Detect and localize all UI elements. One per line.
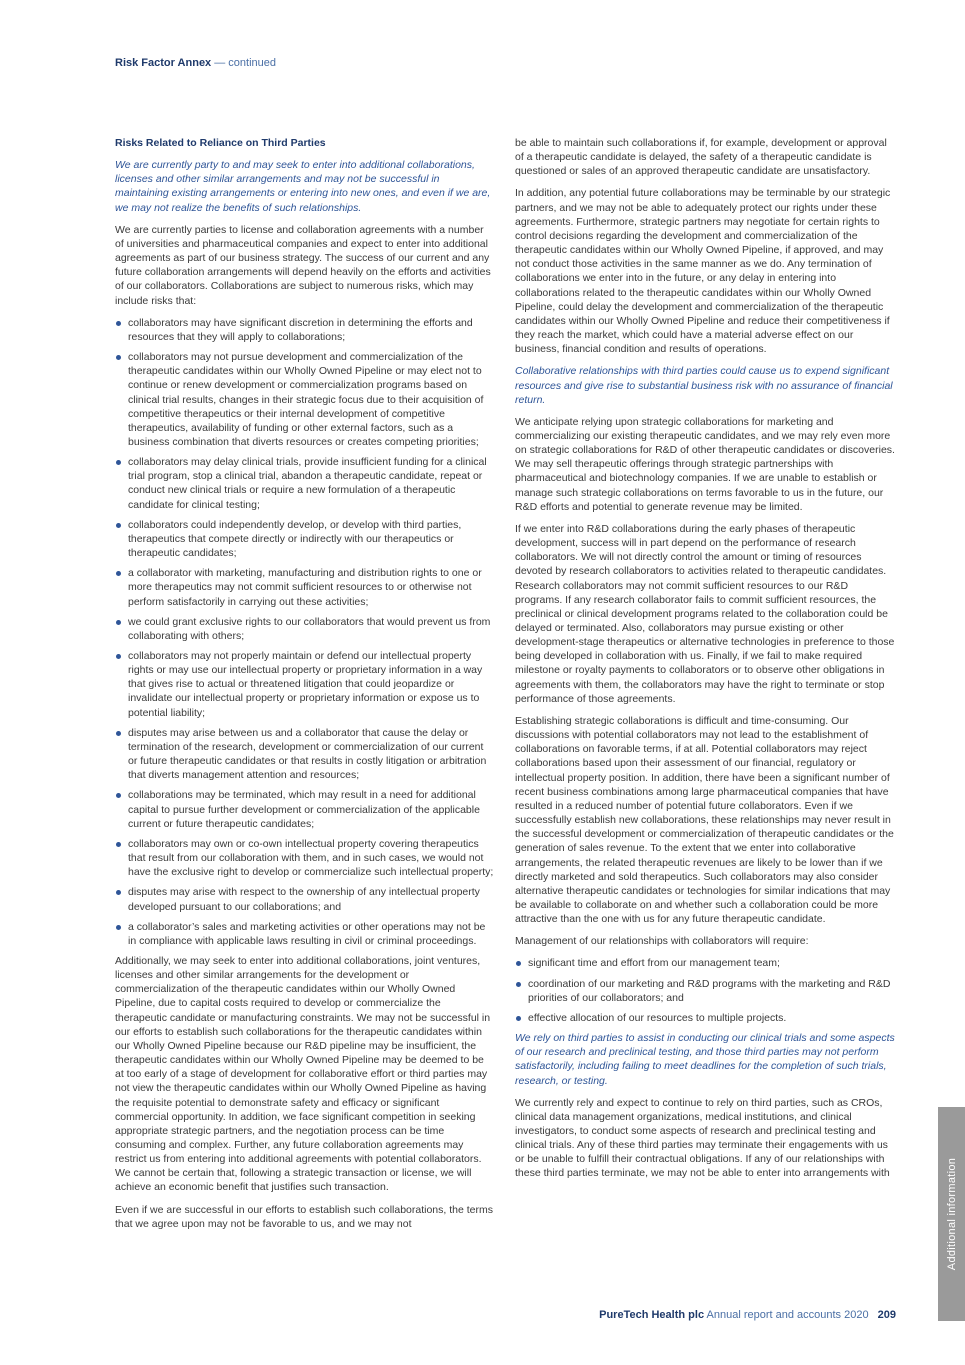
- list-item: a collaborator with marketing, manufacturing and distribution rights to one or more therapeutics may not commit sufficient resources to or otherwise not perform satisfactorily in carrying out these activities;: [115, 566, 495, 608]
- list-item: collaborators may not pursue development and commercialization of the therapeutic candidates within our Wholly Owned Pipeline or may elect not to continue or renew development or commercialization programs based on clinical trial results, changes in their strategic focus due to their acquisition of competitive therapeutics or their internal development of competitive therapeutics, availability of funding or other external factors, such as a business combination that diverts resources or creates competing priorities;: [115, 350, 495, 449]
- list-item: coordination of our marketing and R&D programs with the marketing and R&D priorities of our collaborators; and: [515, 977, 895, 1005]
- list-item: disputes may arise between us and a collaborator that cause the delay or termination of the research, development or commercialization of our current or future therapeutic candidates or that results in costly litigation or arbitration that diverts management attention and resources;: [115, 726, 495, 783]
- intro-paragraph: We are currently parties to license and collaboration agreements with a number of universities and pharmaceutical companies and expect to enter into additional agreements as part of our business strategy. The success of our current and any future collaboration arrangements will depend heavily on the efforts and activities of our collaborators. Collaborations are subject to numerous risks, which may include risks that:: [115, 223, 491, 307]
- section-side-tab[interactable]: [938, 1107, 965, 1321]
- continued-label: — continued: [214, 57, 277, 69]
- report-title: Annual report and accounts 2020: [706, 1309, 869, 1321]
- list-item: collaborators may delay clinical trials, provide insufficient funding for a clinical trial program, stop a clinical trial, abandon a therapeutic candidate, repeat or conduct new clinical trials or require a new formulation of a therapeutic candidate for clinical testing;: [115, 455, 495, 512]
- list-item: collaborators may own or co-own intellectual property covering therapeutics that result from our collaboration with them, and in such cases, we would not have the exclusive right to develop or commercialize such intellectual property;: [115, 837, 495, 879]
- paragraph-continued: be able to maintain such collaborations if, for example, development or approval of a therapeutic candidate is delayed, the safety of a therapeutic candidate is questioned or sales of an approved therapeutic candidate are unsatisfactory.: [515, 137, 887, 178]
- risk-bullet-list: [115, 316, 495, 948]
- list-item: collaborators could independently develop, or develop with third parties, therapeutics that compete directly or indirectly with our therapeutics or therapeutic candidates;: [115, 518, 495, 560]
- list-item: collaborations may be terminated, which may result in a need for additional capital to pursue further development or commercialization of the applicable current or future therapeutic candidates;: [115, 788, 495, 830]
- page-number: 209: [877, 1309, 896, 1321]
- paragraph-management: Management of our relationships with collaborators will require:: [515, 935, 809, 948]
- risk-factor-title: We are currently party to and may seek to enter into additional collaborations, licenses and other similar arrangements and may not be successful in maintaining existing arrangements or entering into new ones, and even if we are, we may not realize the benefits of such relationships.: [115, 159, 491, 214]
- paragraph-establishing: Establishing strategic collaborations is difficult and time-consuming. Our discussions with potential collaborators may not lead to the establishment of collaborations on favorable terms, if at all. Potential collaborators may reject collaborations based upon their assessment of our financial, regulatory or intellectual property position. In addition, there have been a significant number of recent business combinations among large pharmaceutical companies that have resulted in a reduced number of potential future collaborators. Even if we successfully establish new collaborations, these relationships may never result in the successful development or commercialization of therapeutic candidates or the generation of sales revenue. To the extent that we enter into collaborative arrangements, the related therapeutic revenues are likely to be lower than if we directly marketed and sold therapeutics. Such collaborators may also consider alternative therapeutic candidates or technologies for similar indications that may be available to collaborate on and whether such a collaboration could be more attractive than the one with us for any future therapeutic candidate.: [515, 714, 894, 926]
- list-item: a collaborator’s sales and marketing activities or other operations may not be in compliance with applicable laws resulting in civil or criminal proceedings.: [115, 920, 495, 948]
- right-column: [515, 136, 895, 1189]
- company-name: PureTech Health plc: [599, 1309, 705, 1321]
- paragraph-anticipate: We anticipate relying upon strategic collaborations for marketing and commercializing our existing therapeutic candidates, and we may rely even more on strategic collaborations for R&D of other therapeutic candidates or discoveries. We may sell therapeutic offerings through strategic partnerships with pharmaceutical and biotechnology companies. If we are unable to establish or manage such strategic collaborations on terms favorable to us in the future, our R&D efforts and potential to generate revenue may be limited.: [515, 415, 895, 513]
- paragraph-early-phases: If we enter into R&D collaborations during the early phases of therapeutic development, success will in part depend on the performance of research collaborators. We will not directly control the amount or timing of resources devoted by research collaborators to activities related to therapeutic candidates. Research collaborators may not commit sufficient resources to our R&D programs. If any research collaborator fails to commit sufficient resources, the preclinical or clinical development programs related to the collaboration could be delayed or terminated. Also, collaborators may pursue existing or other development-stage therapeutics or alternative technologies in preference to those being developed in collaboration with us. Finally, if we fail to make required milestone or royalty payments to collaborators or to observe other obligations in agreements with them, the collaborators may have the right to terminate or stop performance of those agreements.: [515, 522, 895, 705]
- list-item: collaborators may not properly maintain or defend our intellectual property rights or may use our intellectual property or proprietary information in a way that gives rise to actual or threatened litigation that could jeopardize or invalidate our intellectual property or proprietary information or expose us to potential liability;: [115, 649, 495, 720]
- page-footer: [599, 1309, 896, 1321]
- list-item: collaborators may have significant discretion in determining the efforts and resources that they will apply to collaborations;: [115, 316, 495, 344]
- paragraph-even-if: Even if we are successful in our efforts to establish such collaborations, the terms that we agree upon may not be favorable to us, and we may not: [115, 1203, 493, 1230]
- list-item: disputes may arise with respect to the ownership of any intellectual property developed pursuant to our collaborations; and: [115, 885, 495, 913]
- risk-factor-title: We rely on third parties to assist in conducting our clinical trials and some aspects of our research and preclinical testing, and those third parties may not perform satisfactorily, including failing to meet deadlines for the completion of such trials, research, or testing.: [515, 1032, 895, 1087]
- management-bullet-list: [515, 956, 895, 1025]
- paragraph-in-addition: In addition, any potential future collaborations may be terminable by our strategic partners, and we may not be able to adequately protect our rights under these agreements. Furthermore, strategic partners may negotiate for certain rights to control decisions regarding the development and commercialization of the therapeutic candidates within our Wholly Owned Pipeline, if approved, and may not conduct those activities in the same manner as we do. Any termination of collaborations we enter into in the future, or any delay in entering into collaborations related to the therapeutic candidates within our Wholly Owned Pipeline, could delay the development and commercialization of the therapeutic candidates within our Wholly Owned Pipeline and reduce their competitiveness if they reach the market, which could have a material adverse effect on our business, financial condition and results of operations.: [515, 187, 891, 356]
- list-item: effective allocation of our resources to multiple projects.: [515, 1011, 895, 1025]
- subsection-heading: Risks Related to Reliance on Third Parties: [115, 137, 326, 149]
- left-column: [115, 136, 495, 1239]
- side-tab-label: Additional information: [945, 1157, 958, 1271]
- risk-factor-title: Collaborative relationships with third parties could cause us to expend significant resources and give rise to substantial business risk with no assurance of financial return.: [515, 365, 893, 406]
- paragraph-additionally: Additionally, we may seek to enter into additional collaborations, joint ventures, licenses and other similar arrangements for the development or commercialization of the therapeutic candidates within our Wholly Owned Pipeline, due to capital costs required to develop or commercialize the therapeutic candidate or manufacturing constraints. We may not be successful in our efforts to establish such collaborations for the therapeutic candidates within our Wholly Owned Pipeline because our R&D pipeline may be insufficient, the therapeutic candidates within our Wholly Owned Pipeline may be deemed to be at too early of a stage of development for collaborative effort or third parties may not view the therapeutic candidates within our Wholly Owned Pipeline as having the requisite potential to demonstrate safety and efficacy or significant commercial opportunity. In addition, we face significant competition in seeking appropriate strategic partners, and the negotiation process can be time consuming and complex. Further, any future collaboration agreements may restrict us from entering into additional agreements with potential collaborators. We cannot be certain that, following a strategic transaction or license, we will achieve an economic benefit that justifies such transaction.: [115, 954, 491, 1194]
- list-item: we could grant exclusive rights to our collaborators that would prevent us from collaborating with others;: [115, 615, 495, 643]
- section-title: Risk Factor Annex: [115, 57, 212, 69]
- list-item: significant time and effort from our management team;: [515, 956, 895, 970]
- paragraph-rely: We currently rely and expect to continue to rely on third parties, such as CROs, clinical data management organizations, medical institutions, and clinical investigators, to conduct some aspects of research and preclinical testing and clinical trials. Any of these third parties may terminate their engagements with us or be unable to fulfill their contractual obligations. If any of our relationships with these third parties terminate, we may not be able to enter into arrangements with: [515, 1096, 890, 1180]
- running-header: [115, 57, 276, 69]
